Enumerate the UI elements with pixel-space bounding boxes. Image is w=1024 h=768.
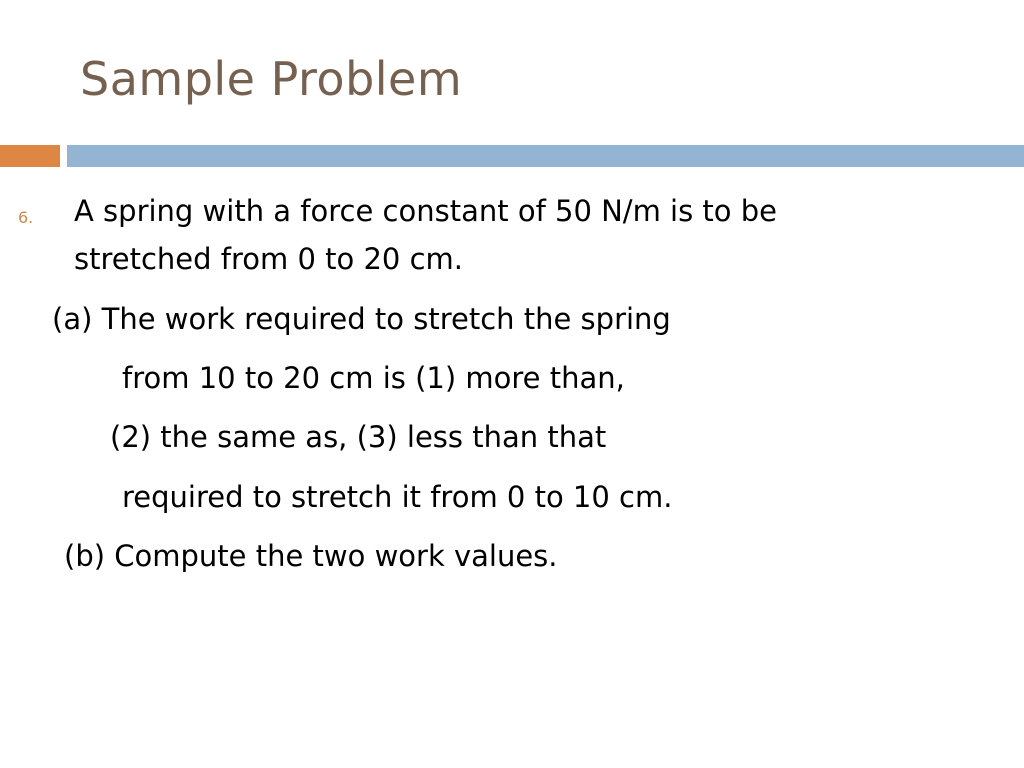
problem-line-3: (a) The work required to stretch the spring [52,302,671,336]
problem-line-7: (b) Compute the two work values. [64,539,558,573]
title-divider-bar [67,145,1024,167]
list-number: 6. [18,208,34,227]
title-accent-bar [0,145,60,167]
problem-line-6: required to stretch it from 0 to 10 cm. [122,480,673,514]
slide-title: Sample Problem [80,52,463,106]
problem-line-5: (2) the same as, (3) less than that [110,420,607,454]
problem-line-1: A spring with a force constant of 50 N/m is to be [74,194,778,228]
problem-line-4: from 10 to 20 cm is (1) more than, [122,361,625,395]
problem-line-2: stretched from 0 to 20 cm. [74,242,464,276]
